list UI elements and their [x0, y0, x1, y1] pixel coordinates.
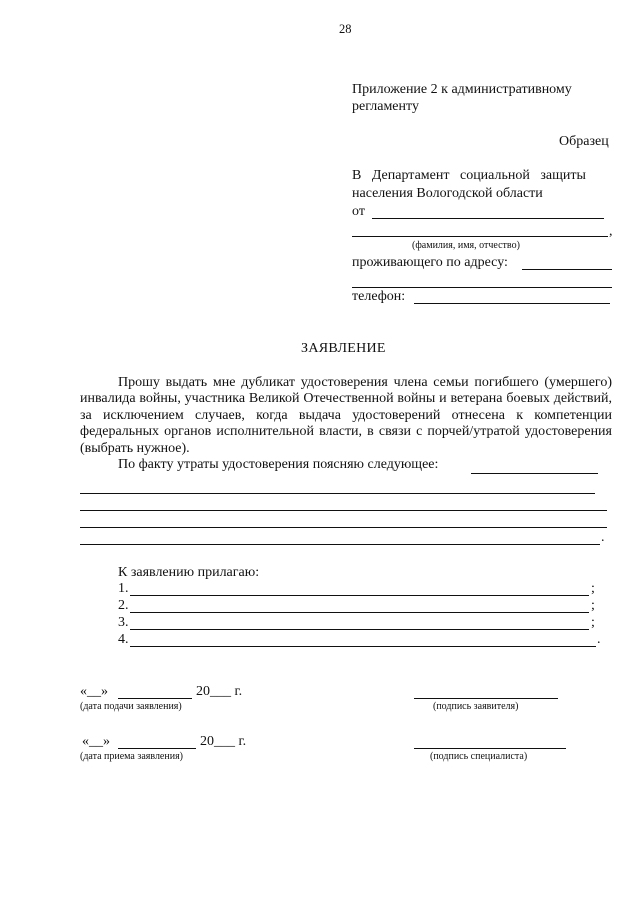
attachment-num-2: 2.	[118, 598, 129, 613]
attachment-num-3: 3.	[118, 615, 129, 630]
specialist-signature-line	[414, 748, 566, 749]
name-line-comma: ,	[609, 224, 613, 239]
attachment-end-1: ;	[591, 581, 595, 596]
submit-date-caption: (дата подачи заявления)	[80, 701, 182, 712]
sample-label: Образец	[559, 134, 609, 149]
loss-line-0	[471, 473, 598, 474]
receive-date-quote: «__»	[82, 734, 110, 749]
from-line	[372, 218, 604, 219]
phone-label: телефон:	[352, 289, 406, 304]
loss-end-period: .	[601, 530, 605, 545]
applicant-signature-line	[414, 698, 558, 699]
submit-date-year: 20___ г.	[196, 684, 243, 699]
attachment-line-2	[130, 612, 589, 613]
request-paragraph	[80, 375, 612, 457]
addressee-line-1: В Департамент социальной защиты	[352, 168, 586, 183]
attachment-num-4: 4.	[118, 632, 129, 647]
annex-line-1: Приложение 2 к административному	[352, 82, 572, 97]
submit-date-quote: «__»	[80, 684, 108, 699]
attachment-line-3	[130, 629, 589, 630]
receive-date-caption: (дата приема заявления)	[80, 751, 184, 762]
attachments-label: К заявлению прилагаю:	[118, 565, 260, 580]
receive-date-month-line	[118, 748, 196, 749]
name-caption: (фамилия, имя, отчество)	[412, 240, 520, 251]
request-text: Прошу выдать мне дубликат удостоверения члена семьи погибшего (умершего) инвалида войны, участника Великой Отечественной войны и ветерана боевых действий, за исключением случаев, когда выдача удостоверений отнесена к компетенции федеральных органов исполнительной власти, в связи с порчей/утратой удостоверения (выбрать нужное).	[80, 375, 612, 456]
document-title: ЗАЯВЛЕНИЕ	[301, 341, 386, 356]
from-label: от	[352, 204, 365, 219]
name-line	[352, 236, 608, 237]
submit-date-month-line	[118, 698, 192, 699]
receive-date-year: 20___ г.	[200, 734, 247, 749]
attachment-end-4: .	[597, 632, 601, 647]
address-line-1	[522, 269, 612, 270]
loss-label: По факту утраты удостоверения поясняю следующее:	[118, 457, 439, 472]
phone-line	[414, 303, 610, 304]
attachment-end-3: ;	[591, 615, 595, 630]
loss-line-2	[80, 510, 607, 511]
applicant-signature-caption: (подпись заявителя)	[433, 701, 519, 712]
attachment-line-4	[130, 646, 596, 647]
attachment-num-1: 1.	[118, 581, 129, 596]
specialist-signature-caption: (подпись специалиста)	[430, 751, 528, 762]
annex-line-2: регламенту	[352, 99, 419, 114]
address-line-2	[352, 287, 612, 288]
address-label: проживающего по адресу:	[352, 255, 508, 270]
attachment-line-1	[130, 595, 589, 596]
loss-line-3	[80, 527, 607, 528]
attachment-end-2: ;	[591, 598, 595, 613]
loss-line-4	[80, 544, 600, 545]
addressee-line-2: населения Вологодской области	[352, 186, 543, 201]
page-number: 28	[339, 22, 352, 36]
loss-line-1	[80, 493, 595, 494]
